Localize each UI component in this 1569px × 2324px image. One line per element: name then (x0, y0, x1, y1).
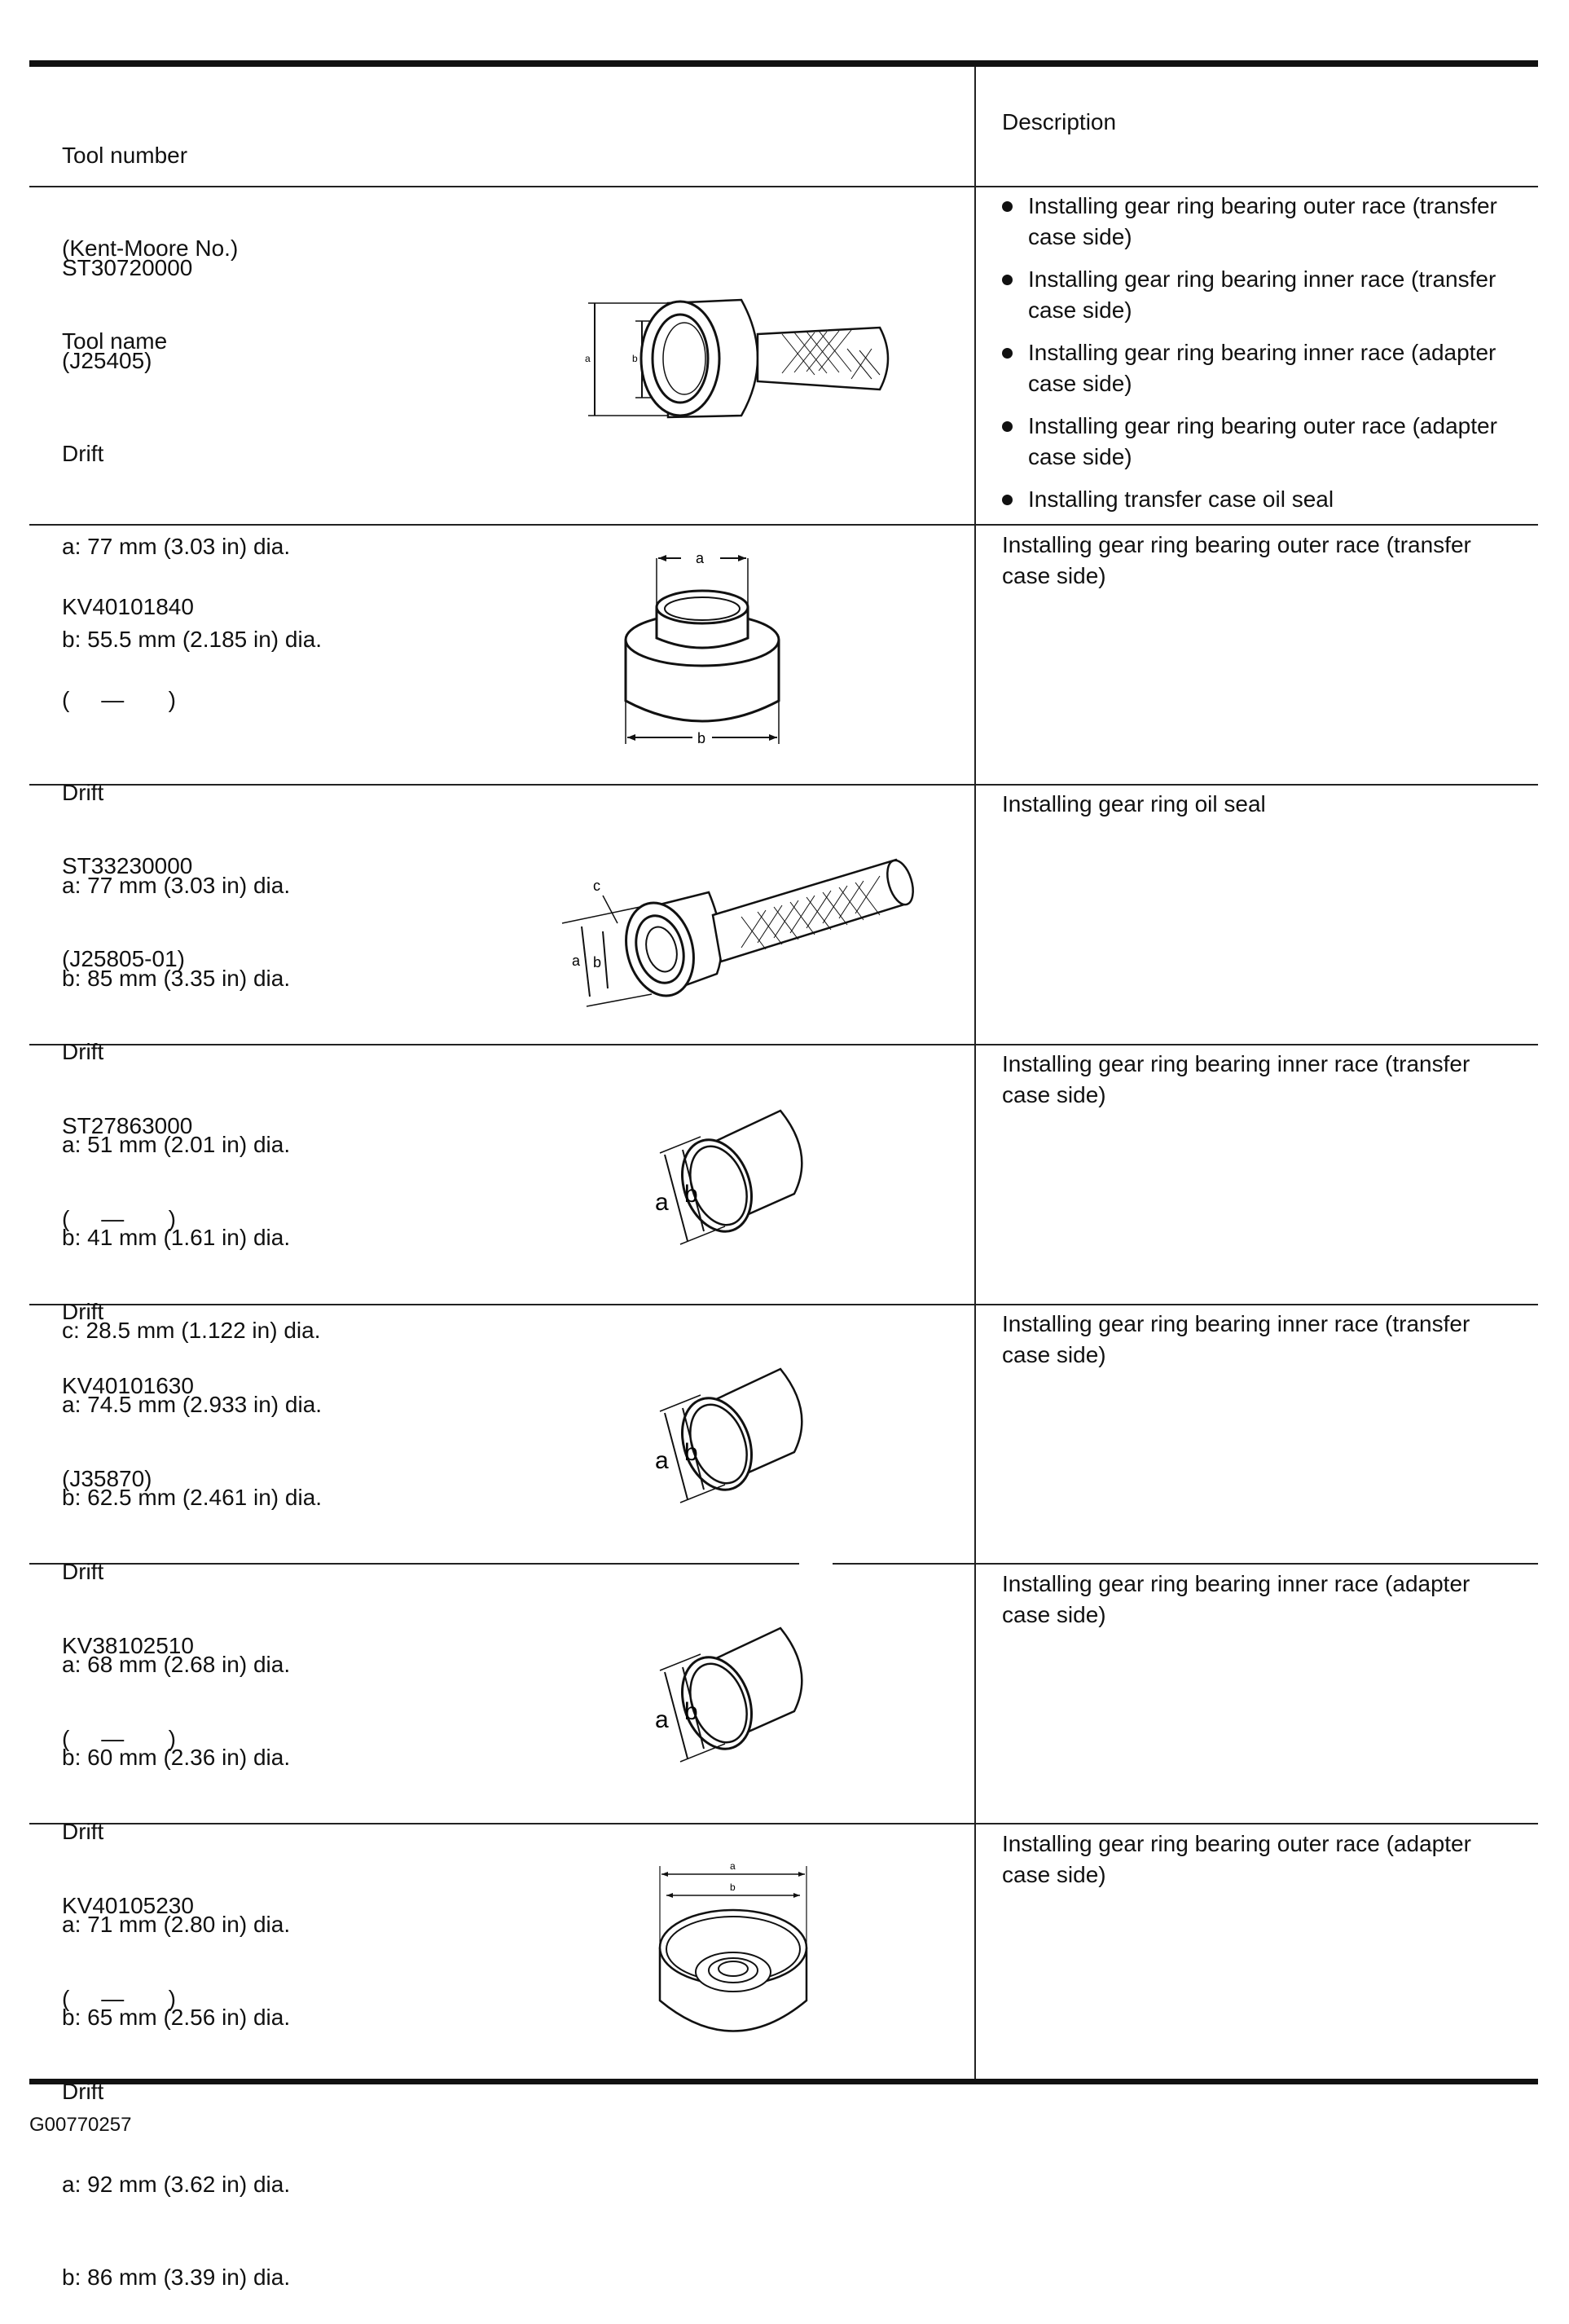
tool-number: ST33230000 (62, 853, 193, 878)
drawing-label-b: b (632, 353, 638, 364)
description-bullet: Installing gear ring bearing inner race (adapter case side) (1002, 337, 1523, 399)
description-bullet: Installing transfer case oil seal (1002, 484, 1523, 515)
tool-name: Drift (62, 780, 104, 805)
dimension-b: b: 86 mm (3.39 in) dia. (62, 2265, 291, 2290)
table-top-rule (29, 60, 1538, 67)
tool-number: KV40105230 (62, 1893, 194, 1918)
drawing-label-c: c (593, 878, 600, 894)
row-separator (833, 1563, 1538, 1565)
drawing-label-b: b (593, 954, 602, 971)
tool-name: Drift (62, 1299, 104, 1324)
dimension-b: b: 60 mm (2.36 in) dia. (62, 1745, 291, 1770)
kent-moore-number: ( — ) (62, 1986, 176, 2011)
header-description: Description (1002, 109, 1117, 134)
drawing-label-b: b (684, 1181, 698, 1208)
description-bullet-list (1002, 191, 1523, 515)
figure-code: G00770257 (29, 2114, 132, 2136)
drift-drawing-3 (554, 827, 937, 1023)
tool-name: Drift (62, 1819, 104, 1844)
tool-row-4-description: Installing gear ring bearing inner race (transfer case side) (1002, 1051, 1470, 1107)
drawing-label-a: a (730, 1860, 736, 1872)
drift-drawing-6 (644, 1622, 831, 1776)
dimension-b: b: 41 mm (1.61 in) dia. (62, 1225, 291, 1250)
description-bullet: Installing gear ring bearing outer race (transfer case side) (1002, 191, 1523, 253)
tool-number: ST27863000 (62, 1113, 193, 1138)
dimension-a: a: 77 mm (3.03 in) dia. (62, 534, 291, 559)
drawing-label-b: b (730, 1882, 736, 1893)
drawing-label-a: a (696, 550, 705, 566)
kent-moore-number: (J25405) (62, 348, 152, 373)
bullet-icon (1002, 275, 1013, 285)
drift-drawing-5 (644, 1362, 831, 1517)
dimension-a: a: 77 mm (3.03 in) dia. (62, 873, 291, 898)
bullet-icon (1002, 421, 1013, 432)
description-bullet: Installing gear ring bearing inner race (transfer case side) (1002, 264, 1523, 326)
drawing-label-b: b (684, 1439, 698, 1466)
tool-number: ST30720000 (62, 255, 193, 280)
drift-drawing-2 (619, 542, 798, 758)
dimension-a: a: 71 mm (2.80 in) dia. (62, 1912, 291, 1937)
drift-drawing-1 (570, 285, 912, 432)
dimension-c: c: 28.5 mm (1.122 in) dia. (62, 1318, 321, 1343)
header-tool-name: Tool name (62, 328, 168, 354)
drift-drawing-4 (644, 1104, 831, 1259)
drawing-label-a: a (655, 1447, 669, 1474)
bullet-icon (1002, 348, 1013, 359)
tool-number: KV38102510 (62, 1633, 194, 1658)
drift-drawing-7 (644, 1858, 823, 2066)
tool-row-5-description: Installing gear ring bearing inner race (transfer case side) (1002, 1311, 1470, 1367)
kent-moore-number: ( — ) (62, 1206, 176, 1231)
dimension-a: a: 92 mm (3.62 in) dia. (62, 2172, 291, 2197)
tool-number: KV40101630 (62, 1373, 194, 1398)
header-separator (29, 186, 1538, 187)
column-divider (974, 67, 976, 2079)
tool-row-1-description (1002, 191, 1523, 526)
dimension-b: b: 65 mm (2.56 in) dia. (62, 2005, 291, 2030)
kent-moore-number: (J25805-01) (62, 946, 185, 971)
kent-moore-number: ( — ) (62, 1726, 176, 1751)
dimension-a: a: 68 mm (2.68 in) dia. (62, 1652, 291, 1677)
tool-number: KV40101840 (62, 594, 194, 619)
tool-name: Drift (62, 2079, 104, 2104)
header-tool-number: Tool number (62, 143, 188, 168)
kent-moore-number: ( — ) (62, 687, 176, 712)
drawing-label-a: a (585, 353, 591, 364)
drawing-label-b: b (697, 730, 706, 746)
tool-row-7-description: Installing gear ring bearing outer race (adapter case side) (1002, 1831, 1471, 1887)
tool-row-2-description: Installing gear ring bearing outer race (transfer case side) (1002, 532, 1471, 588)
tool-row-6-description: Installing gear ring bearing inner race (adapter case side) (1002, 1571, 1470, 1627)
drawing-label-a: a (572, 953, 581, 969)
dimension-b: b: 62.5 mm (2.461 in) dia. (62, 1485, 323, 1510)
tool-name: Drift (62, 1559, 104, 1584)
tool-name: Drift (62, 1039, 104, 1064)
bullet-icon (1002, 495, 1013, 505)
description-bullet: Installing gear ring bearing outer race (adapter case side) (1002, 411, 1523, 473)
tool-name: Drift (62, 441, 104, 466)
bullet-icon (1002, 201, 1013, 212)
drawing-label-b: b (684, 1698, 698, 1725)
tool-row-3-description: Installing gear ring oil seal (1002, 791, 1266, 816)
dimension-a: a: 74.5 mm (2.933 in) dia. (62, 1392, 323, 1417)
dimension-b: b: 55.5 mm (2.185 in) dia. (62, 627, 323, 652)
tool-row-7-info (62, 1829, 290, 2324)
dimension-b: b: 85 mm (3.35 in) dia. (62, 966, 291, 991)
dimension-a: a: 51 mm (2.01 in) dia. (62, 1132, 291, 1157)
header-kent-moore: (Kent-Moore No.) (62, 235, 239, 261)
kent-moore-number: (J35870) (62, 1466, 152, 1491)
drawing-label-a: a (655, 1706, 669, 1733)
drawing-label-a: a (655, 1189, 669, 1216)
